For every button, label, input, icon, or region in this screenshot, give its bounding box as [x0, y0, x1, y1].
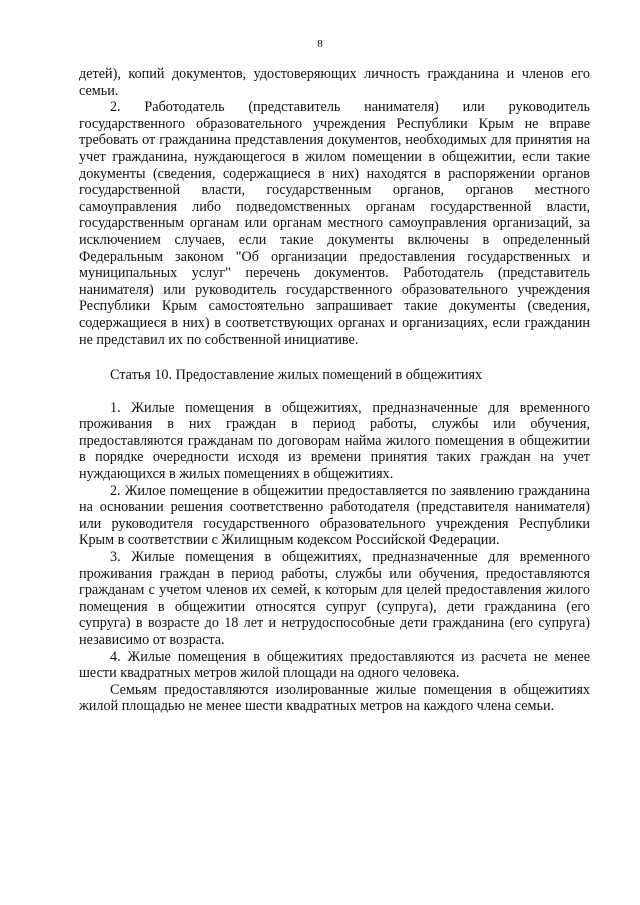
article-10-paragraph-1: 1. Жилые помещения в общежитиях, предназначенные для временного проживания в них граждан в период работы, службы или обучения, предоставляются гражданам по договорам найма жилого помещения в общежитии в порядке очередности исходя из времени принятия таких граждан на учет нуждающихся в жилых помещениях в общежитиях. — [79, 399, 590, 483]
page-number: 8 — [317, 38, 323, 50]
article-10-paragraph-4: 4. Жилые помещения в общежитиях предоставляются из расчета не менее шести квадратных метров жилой площади на одного человека. — [79, 648, 590, 682]
paragraph-2: 2. Работодатель (представитель нанимателя) или руководитель государственного образовательного учреждения Республики Крым не вправе требовать от гражданина представления документов, необходимых для принятия на учет гражданина, нуждающегося в жилом помещении в общежитии, если такие документы (сведения, содержащиеся в них) находятся в распоряжении органов государственной власти, государственным органов, органов местного самоуправления либо подведомственных органам государственной власти, государственным органам или органам местного самоуправления организаций, за исключением случаев, если такие документы включены в определенный Федеральным законом "Об организации предоставления государственных и муниципальных услуг" перечень документов. Работодатель (представитель нанимателя) или руководитель государственного образовательного учреждения Республики Крым самостоятельно запрашивает такие документы (сведения, содержащиеся в них) в соответствующих органах и организациях, если гражданин не представил их по собственной инициативе. — [79, 99, 590, 348]
article-10-heading: Статья 10. Предоставление жилых помещений в общежитиях — [110, 367, 483, 384]
article-10-paragraph-2: 2. Жилое помещение в общежитии предоставляется по заявлению гражданина на основании решения соответственно работодателя (представителя нанимателя) или руководителя государственного образовательного учреждения Республики Крым в соответствии с Жилищным кодексом Российской Федерации. — [79, 482, 590, 549]
document-body — [79, 66, 590, 715]
article-10-paragraph-5: Семьям предоставляются изолированные жилые помещения в общежитиях жилой площадью не менее шести квадратных метров на каждого члена семьи. — [79, 681, 590, 715]
paragraph-continuation: детей), копий документов, удостоверяющих личность гражданина и членов его семьи. — [79, 66, 590, 99]
article-10-paragraph-3: 3. Жилые помещения в общежитиях, предназначенные для временного проживания граждан в период работы, службы или обучения, предоставляются гражданам с учетом членов их семей, к которым для целей предоставления жилого помещения в общежитии относятся супруг (супруга), дети гражданина (его супруга) в возрасте до 18 лет и нетрудоспособные дети гражданина (его супруга) независимо от возраста. — [79, 549, 590, 648]
